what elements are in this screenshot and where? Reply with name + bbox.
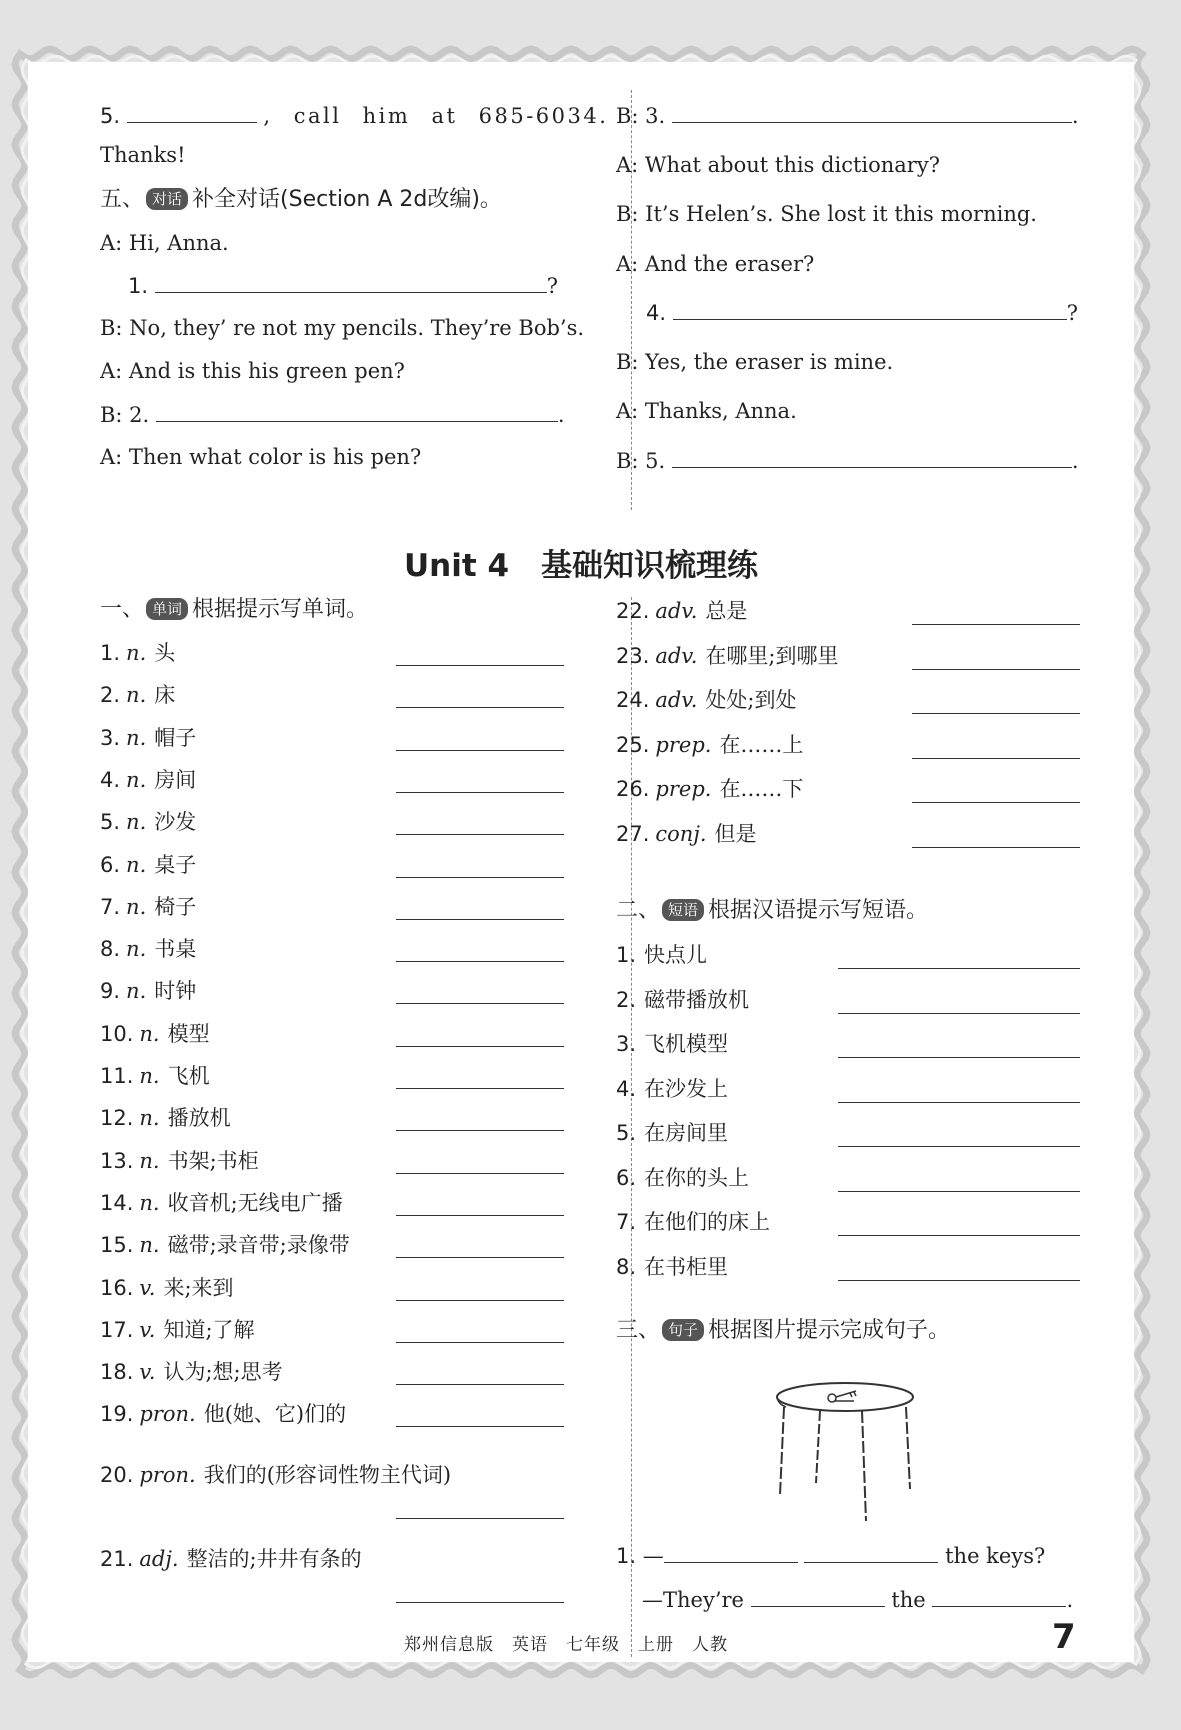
part-of-speech: adv. [655,688,698,712]
part-of-speech: n. [126,894,147,919]
dialogue-q2: B: 2. . [100,403,565,427]
answer-line[interactable] [396,665,564,666]
item-number: 27. [616,821,650,846]
phrase-item [616,1165,749,1191]
phrase-item [616,1209,770,1235]
part-of-speech: n. [126,725,147,750]
chinese-hint: 处处;到处 [705,688,797,712]
item-number: 20. [100,1463,134,1487]
part-of-speech: n. [139,1106,160,1131]
chinese-hint: 书桌 [154,937,197,962]
answer-line[interactable] [396,834,564,835]
answer-blank[interactable] [155,272,547,293]
chinese-hint: 总是 [705,599,748,623]
word-item [100,1317,255,1343]
word-item [100,1275,234,1301]
answer-blank[interactable] [804,1542,938,1563]
chinese-hint: 模型 [167,1021,210,1046]
item-number: 2. [616,987,637,1012]
item-number: 7. [616,1210,637,1234]
phrase-item [616,1120,728,1146]
phrase-item [616,942,707,968]
chinese-hint: 桌子 [154,852,197,877]
part-of-speech: n. [126,979,147,1004]
item-number: 23. [616,643,650,668]
chinese-hint: 飞机 [167,1064,210,1088]
word-item [100,809,196,835]
item-number: 26. [616,777,650,801]
item-number: 21. [100,1547,134,1571]
word-item [100,1105,231,1131]
worksheet-page [28,62,1134,1662]
part-of-speech: n. [126,641,147,665]
dialogue-line: A: Then what color is his pen? [100,445,422,469]
answer-line[interactable] [396,961,564,962]
answer-blank[interactable] [672,447,1072,468]
chinese-hint: 在房间里 [644,1121,729,1145]
item-number: 16. [100,1275,134,1300]
part-of-speech: v. [139,1275,156,1300]
answer-line[interactable] [396,877,564,878]
q5-thanks: Thanks! [100,143,186,167]
chinese-hint: 飞机模型 [644,1032,729,1056]
item-number: 11. [100,1064,134,1088]
sentence-tag: 句子 [662,1319,704,1341]
answer-line[interactable] [838,1146,1080,1147]
answer-line[interactable] [838,1102,1080,1103]
chinese-hint: 在你的头上 [644,1165,750,1190]
chinese-hint: 来;来到 [163,1275,234,1300]
item-number: 8. [100,937,121,962]
part-of-speech: v. [139,1360,156,1385]
dialogue-line: A: Thanks, Anna. [616,399,797,423]
chinese-hint: 在书柜里 [644,1254,729,1279]
item-number: 14. [100,1190,134,1215]
page-number: 7 [1052,1617,1076,1657]
item-number: 24. [616,688,650,712]
word-item [100,1190,343,1216]
part-of-speech: n. [126,683,147,708]
item-number: 4. [100,767,121,792]
answer-line[interactable] [396,707,564,708]
word-item [100,682,175,708]
dialogue-line: A: Hi, Anna. [100,231,229,255]
answer-line[interactable] [396,919,564,920]
section-five-title: 五、 对话 补全对话(Section A 2d改编)。 [100,187,502,212]
answer-line[interactable] [396,1384,564,1385]
table-with-keys-illustration [770,1377,920,1527]
word-item [616,687,797,713]
answer-blank[interactable] [672,102,1072,123]
item-number: 15. [100,1233,134,1258]
answer-line[interactable] [912,624,1080,625]
answer-line[interactable] [838,1235,1080,1236]
part-of-speech: n. [126,767,147,792]
answer-line[interactable] [396,1518,564,1519]
word-item [100,1546,362,1572]
word-item [100,725,196,751]
chinese-hint: 快点儿 [644,943,708,967]
section-three-title: 三、 句子 根据图片提示完成句子。 [616,1318,951,1343]
answer-blank[interactable] [932,1586,1066,1607]
chinese-hint: 帽子 [154,725,197,750]
dialogue-q3: B: 3. . [616,104,1079,128]
answer-blank[interactable] [127,102,257,123]
part-of-speech: n. [126,937,147,962]
footer-info: 郑州信息版 英语 七年级 上册 人教 [404,1635,728,1655]
answer-line[interactable] [838,1013,1080,1014]
answer-line[interactable] [838,1057,1080,1058]
answer-line[interactable] [912,802,1080,803]
section-one-title: 一、 单词 根据提示写单词。 [100,597,369,622]
word-item [100,1359,283,1385]
item-number: 3. [100,725,121,750]
answer-line[interactable] [912,758,1080,759]
answer-line[interactable] [396,1088,564,1089]
part-of-speech: n. [139,1021,160,1046]
part-of-speech: pron. [139,1402,196,1427]
item-number: 4. [616,1076,637,1101]
item-number: 6. [616,1165,637,1190]
chinese-hint: 书架;书柜 [167,1148,259,1173]
answer-line[interactable] [396,1173,564,1174]
chinese-hint: 时钟 [154,979,197,1004]
sentence-a1: —They’re the . [642,1588,1074,1612]
part-of-speech: prep. [655,732,712,757]
answer-line[interactable] [396,792,564,793]
unit-title: Unit 4 基础知识梳理练 [403,548,759,584]
answer-line[interactable] [396,1130,564,1131]
word-item [100,936,196,962]
word-item [616,643,839,669]
part-of-speech: n. [126,810,147,835]
chinese-hint: 我们的(形容词性物主代词) [203,1463,452,1487]
answer-line[interactable] [838,1280,1080,1281]
word-item [100,1021,210,1047]
phrase-tag: 短语 [662,899,704,921]
item-number: 2. [100,683,121,708]
answer-line[interactable] [396,750,564,751]
dialogue-tag: 对话 [146,188,188,210]
part-of-speech: adv. [655,643,698,668]
item-number: 9. [100,979,121,1004]
item-number: 25. [616,732,650,757]
word-item [616,598,747,624]
word-item [616,821,757,847]
dialogue-line: B: Yes, the eraser is mine. [616,350,894,374]
chinese-hint: 收音机;无线电广播 [167,1190,343,1215]
dialogue-line: B: No, they’ re not my pencils. They’re Bob’s. [100,316,585,340]
chinese-hint: 播放机 [167,1106,231,1131]
part-of-speech: conj. [655,821,707,846]
word-item [100,1462,451,1488]
chinese-hint: 头 [154,641,176,665]
phrase-item [616,1031,728,1057]
dialogue-q4: 4. ? [646,301,1078,325]
q5-line: 5. , call him at 685-6034. [100,104,609,128]
word-item [616,732,803,758]
chinese-hint: 磁带播放机 [644,987,750,1012]
item-number: 18. [100,1360,134,1385]
part-of-speech: v. [139,1317,156,1342]
part-of-speech: n. [139,1064,160,1088]
word-item [100,1063,210,1089]
phrase-item [616,1254,728,1280]
dialogue-line: A: And the eraser? [616,252,815,276]
answer-line[interactable] [396,1300,564,1301]
answer-blank[interactable] [664,1542,798,1563]
answer-line[interactable] [396,1342,564,1343]
answer-line[interactable] [396,1046,564,1047]
item-number: 1. [616,943,637,967]
dialogue-line: B: It’s Helen’s. She lost it this morning. [616,202,1037,226]
chinese-hint: 认为;想;思考 [163,1360,283,1385]
dialogue-q5: B: 5. . [616,449,1079,473]
answer-line[interactable] [912,847,1080,848]
chinese-hint: 在……上 [719,732,804,757]
chinese-hint: 在沙发上 [644,1076,729,1101]
item-number: 22. [616,599,650,623]
phrase-item [616,1076,728,1102]
answer-line[interactable] [912,713,1080,714]
answer-line[interactable] [396,1257,564,1258]
part-of-speech: adj. [139,1547,179,1571]
part-of-speech: adv. [655,599,698,623]
item-number: 7. [100,894,121,919]
item-number: 17. [100,1317,134,1342]
sentence-q1: 1. — the keys? [616,1544,1046,1568]
dialogue-line: A: And is this his green pen? [100,359,405,383]
answer-line[interactable] [838,1191,1080,1192]
part-of-speech: n. [126,852,147,877]
answer-line[interactable] [396,1215,564,1216]
chinese-hint: 知道;了解 [163,1317,255,1342]
chinese-hint: 磁带;录音带;录像带 [167,1233,350,1258]
item-number: 19. [100,1402,134,1427]
chinese-hint: 床 [154,683,176,708]
part-of-speech: n. [139,1148,160,1173]
chinese-hint: 沙发 [154,810,197,835]
chinese-hint: 在他们的床上 [644,1210,771,1234]
word-item [100,894,196,920]
part-of-speech: prep. [655,777,712,801]
chinese-hint: 整洁的;井井有条的 [186,1547,362,1571]
item-number: 1. [100,641,121,665]
word-item [100,852,196,878]
word-item [616,776,803,802]
chinese-hint: 在……下 [719,777,804,801]
word-tag: 单词 [146,598,188,620]
section-two-title: 二、 短语 根据汉语提示写短语。 [616,898,929,923]
word-item [100,978,196,1004]
part-of-speech: n. [139,1190,160,1215]
item-number: 10. [100,1021,134,1046]
answer-line[interactable] [396,1602,564,1603]
dialogue-line: A: What about this dictionary? [616,153,940,177]
chinese-hint: 但是 [714,821,757,846]
item-number: 3. [616,1032,637,1056]
answer-blank[interactable] [751,1586,885,1607]
answer-line[interactable] [396,1003,564,1004]
word-item [100,640,175,666]
phrase-item [616,987,749,1013]
answer-blank[interactable] [156,401,558,422]
part-of-speech: pron. [139,1463,196,1487]
chinese-hint: 椅子 [154,894,197,919]
chinese-hint: 他(她、它)们的 [203,1402,347,1427]
item-number: 13. [100,1148,134,1173]
answer-line[interactable] [912,669,1080,670]
item-number: 8. [616,1254,637,1279]
answer-line[interactable] [838,968,1080,969]
item-number: 5. [616,1121,637,1145]
dialogue-q1: 1. ? [128,274,558,298]
item-number: 6. [100,852,121,877]
word-item [100,1148,259,1174]
word-item [100,1232,350,1258]
chinese-hint: 在哪里;到哪里 [705,643,839,668]
word-item [100,1401,346,1427]
item-number: 5. [100,810,121,835]
word-item [100,767,196,793]
answer-line[interactable] [396,1426,564,1427]
part-of-speech: n. [139,1233,160,1258]
answer-blank[interactable] [673,299,1067,320]
chinese-hint: 房间 [154,767,197,792]
item-number: 12. [100,1106,134,1131]
